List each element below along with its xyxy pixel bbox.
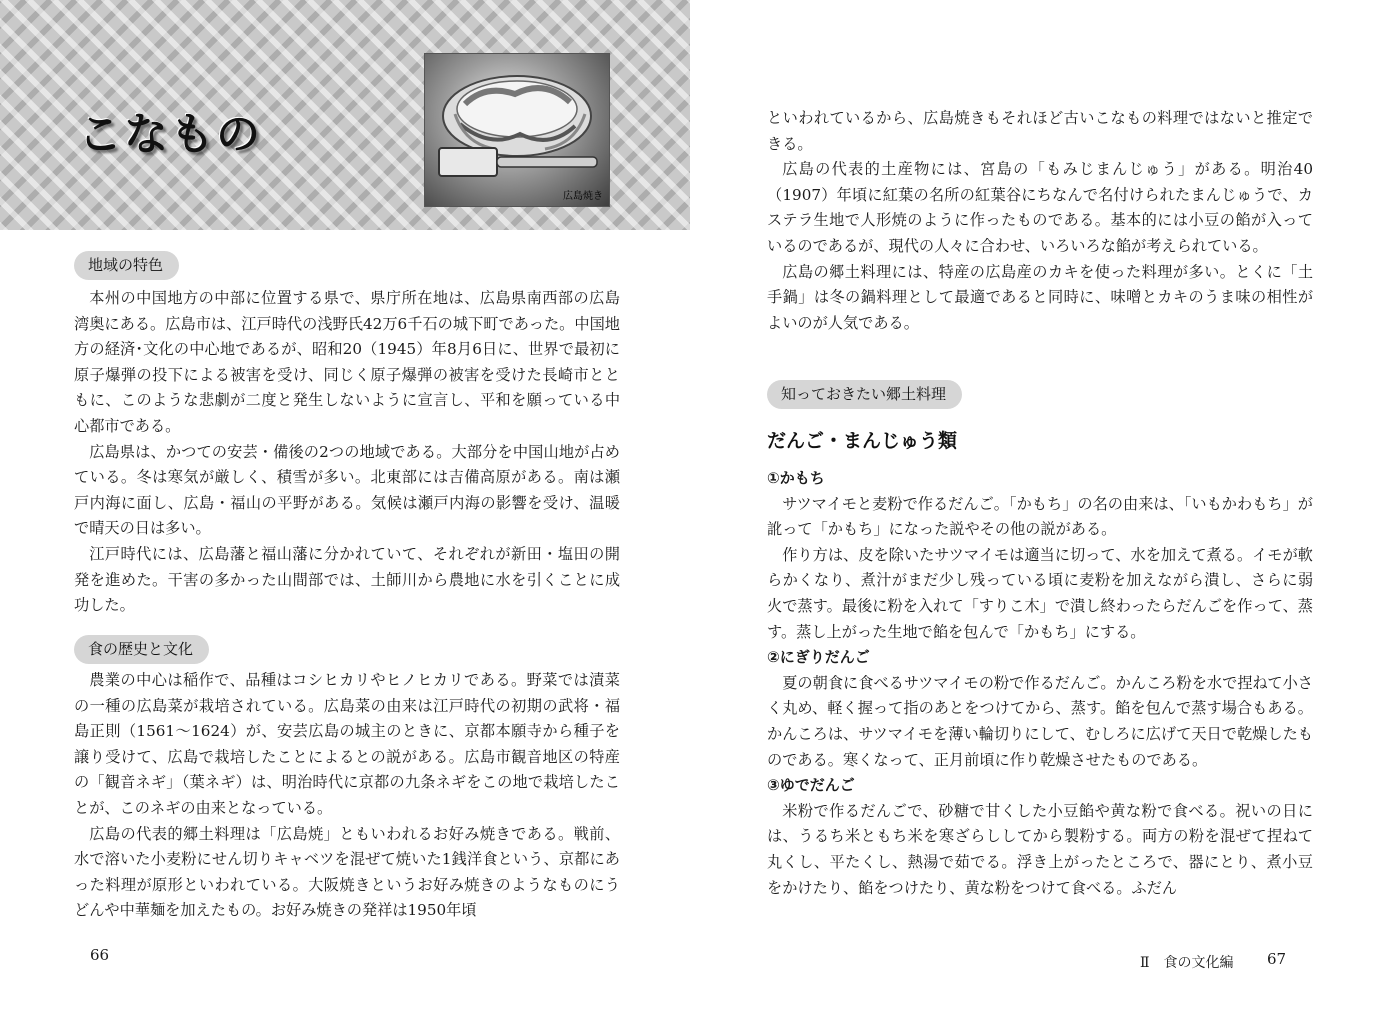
section-label-local-dishes: 知っておきたい郷土料理 <box>767 380 962 409</box>
paragraph: 江戸時代には、広島藩と福山藩に分かれていて、それぞれが新田・塩田の開発を進めた。干害の多かった山間部では、土師川から農地に水を引くことに成功した。 <box>74 544 620 615</box>
paragraph: 広島の代表的郷土料理は「広島焼」ともいわれるお好み焼きである。戦前、水で溶いた小麦粉にせん切りキャベツを混ぜて焼いた1銭洋食という、京都にあった料理が原形といわれている。大阪焼きというお好み焼きのようなものにうどんや中華麺を加えたもの。お好み焼きの発祥は1950年頃 <box>74 824 620 920</box>
running-head: Ⅱ 食の文化編 <box>1140 955 1234 971</box>
dish-title: ②にぎりだんご <box>767 648 870 667</box>
paragraph: 米粉で作るだんごで、砂糖で甘くした小豆餡や黄な粉で食べる。祝いの日には、うるち米ともち米を寒ざらししてから製粉する。両方の粉を混ぜて捏ねて丸くし、平たくし、熱湯で茹でる。浮き上がったところで、器にとり、煮小豆をかけたり、餡をつけたり、黄な粉をつけて食べる。ふだん <box>767 801 1313 897</box>
section-label-region: 地域の特色 <box>74 251 179 280</box>
section-label-history: 食の歴史と文化 <box>74 635 209 664</box>
continued-text <box>767 106 1313 336</box>
chapter-header-band <box>0 0 690 230</box>
paragraph: 本州の中国地方の中部に位置する県で、県庁所在地は、広島県南西部の広島湾奥にある。広島市は、江戸時代の浅野氏42万6千石の城下町であった。中国地方の経済･文化の中心地であるが、昭和20（1945）年8月6日に、世界で最初に原子爆弾の投下による被害を受け、同じく原子爆弾の被害を受けた長崎市とともに、このような悲劇が二度と発生しないように宣言し、平和を願っている中心都市である。 <box>74 289 620 435</box>
okonomiyaki-photo <box>424 53 610 207</box>
paragraph: 広島県は、かつての安芸・備後の2つの地域である。大部分を中国山地が占めている。冬は寒気が厳しく、積雪が多い。北東部には吉備高原がある。南は瀬戸内海に面し、広島・福山の平野がある。気候は瀬戸内海の影響を受け、温暖で晴天の日は多い。 <box>74 442 620 538</box>
chapter-title: こなもの <box>78 109 262 160</box>
page-number-left: 66 <box>90 946 110 964</box>
paragraph: 広島の代表的土産物には、宮島の「もみじまんじゅう」がある。明治40（1907）年頃に紅葉の名所の紅葉谷にちなんで名付けられたまんじゅうで、カステラ生地で人形焼のように作ったものである。基本的には小豆の餡が入っているのであるが、現代の人々に合わせ、いろいろな餡が考えられている。 <box>767 160 1313 255</box>
paragraph: といわれているから、広島焼きもそれほど古いこなもの料理ではないと推定できる。 <box>767 109 1313 153</box>
history-text <box>74 668 620 924</box>
dish-list <box>767 466 1313 901</box>
photo-caption: 広島焼き <box>563 191 603 202</box>
paragraph: 広島の郷土料理には、特産の広島産のカキを使った料理が多い。とくに「土手鍋」は冬の鍋料理として最適であると同時に、味噌とカキのうま味の相性がよいのが人気である。 <box>767 262 1313 332</box>
dish-title: ①かもち <box>767 469 825 487</box>
paragraph: 作り方は、皮を除いたサツマイモは適当に切って、水を加えて煮る。イモが軟らかくなり、煮汁がまだ少し残っている頃に麦粉を加えながら潰し、さらに弱火で蒸す。最後に粉を入れて「すりこ木」で潰し終わったらだんごを作って、蒸す。蒸し上がった生地で餡を包んで「かもち」にする。 <box>767 545 1313 641</box>
dish-title: ③ゆでだんご <box>767 776 855 795</box>
okonomiyaki-illustration <box>425 54 609 206</box>
region-text <box>74 286 620 619</box>
paragraph: 農業の中心は稲作で、品種はコシヒカリやヒノヒカリである。野菜では漬菜の一種の広島菜が栽培されている。広島菜の由来は江戸時代の初期の武将・福島正則（1561～1624）が、安芸広島の城主のときに、京都本願寺から種子を譲り受けて、広島で栽培したことによるとの説がある。広島市観音地区の特産の「観音ネギ」（葉ネギ）は、明治時代に京都の九条ネギをこの地で栽培したことが、このネギの由来となっている。 <box>74 671 620 817</box>
page-number-right: 67 <box>1267 950 1287 968</box>
paragraph: 夏の朝食に食べるサツマイモの粉で作るだんご。かんころ粉を水で捏ねて小さく丸め、軽く握って指のあとをつけてから、蒸す。餡を包んで蒸す場合もある。かんころは、サツマイモを薄い輪切りにして、むしろに広げて天日で乾燥したものである。寒くなって、正月前頃に作り乾燥させたものである。 <box>767 673 1313 769</box>
dish-category-heading: だんご・まんじゅう類 <box>767 430 958 452</box>
paragraph: サツマイモと麦粉で作るだんご。「かもち」の名の由来は、「いもかわもち」が訛って「かもち」になった説やその他の説がある。 <box>767 494 1313 539</box>
